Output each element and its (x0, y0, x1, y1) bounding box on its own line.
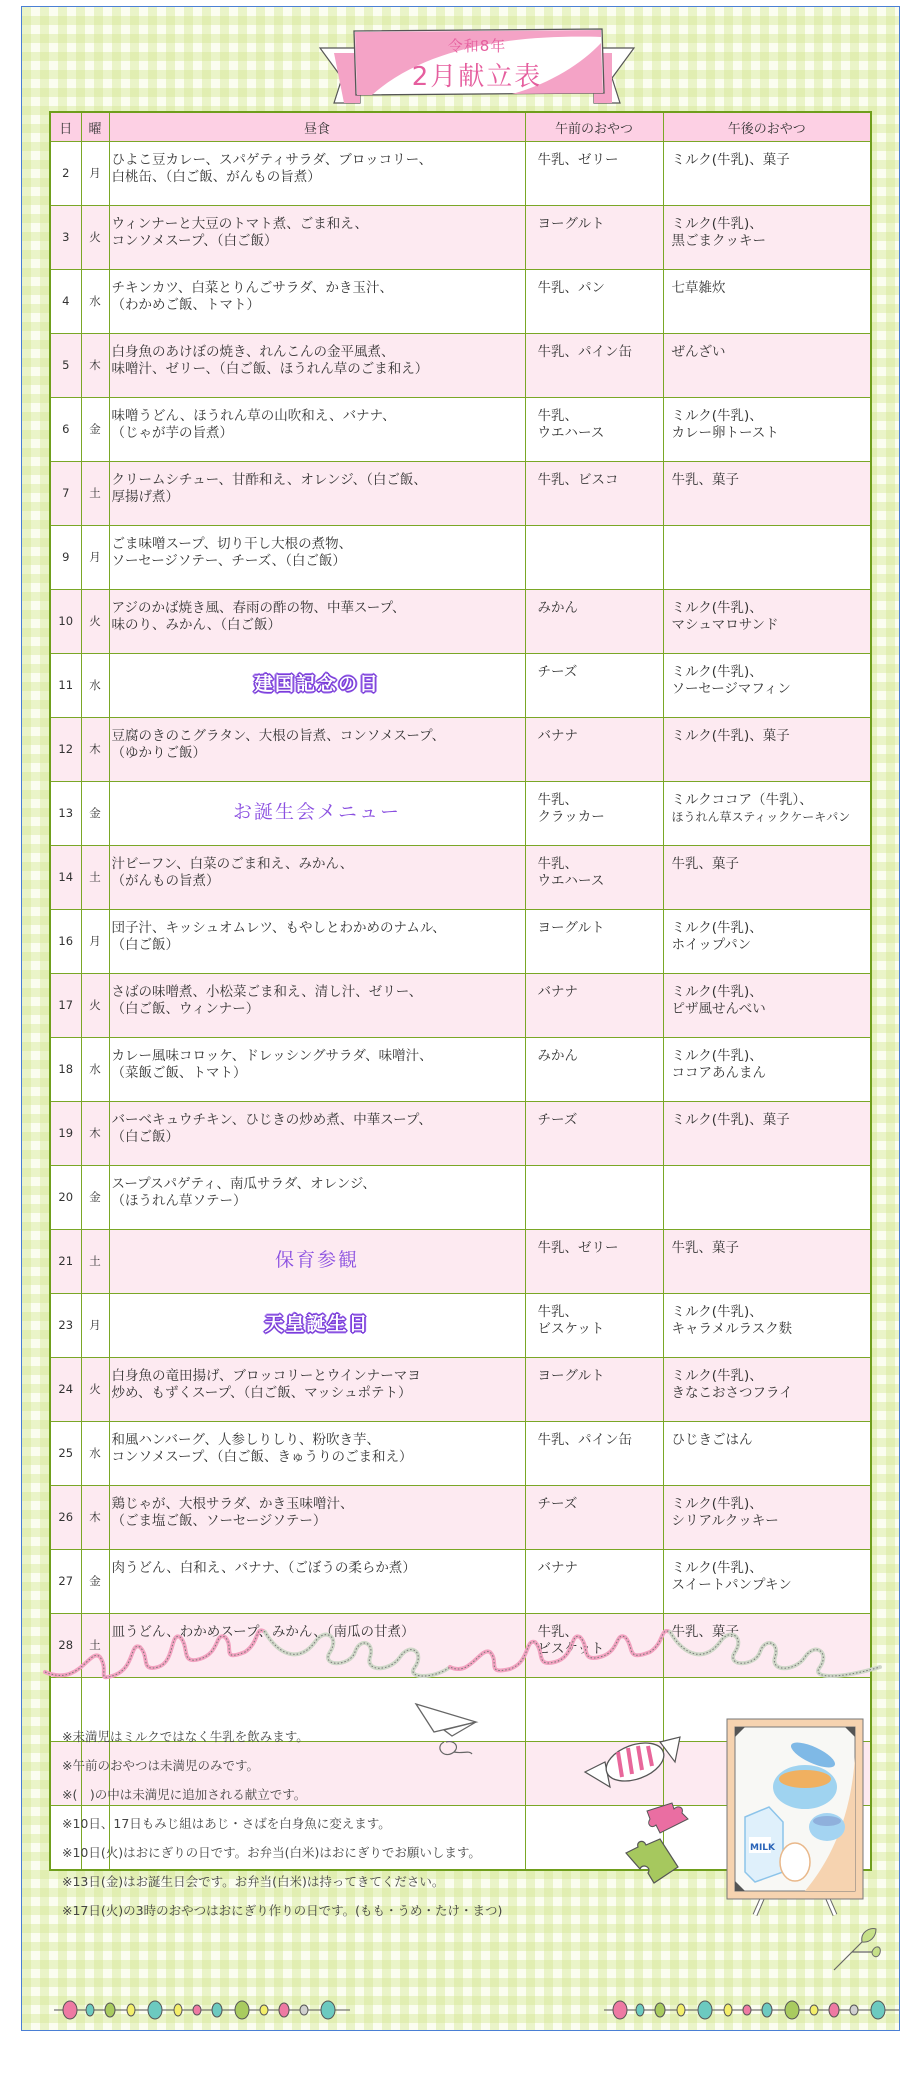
lunch-line: ひよこ豆カレー、スパゲティサラダ、ブロッコリー、 (111, 152, 433, 168)
cell-day: 4 (50, 270, 81, 334)
cell-weekday: 金 (81, 1166, 109, 1230)
lunch-line: 団子汁、キッシュオムレツ、もやしとわかめのナムル、 (111, 920, 446, 936)
table-row (50, 974, 871, 1038)
cell-lunch (109, 1102, 525, 1166)
pm-snack-line: 黒ごまクッキー (671, 233, 766, 249)
cell-day: 21 (50, 1230, 81, 1294)
note-item: ※10日、17日もみじ組はあじ・さばを白身魚に変えます。 (62, 1816, 391, 1831)
am-snack-line: 牛乳、パイン缶 (537, 1432, 632, 1448)
cell-lunch (109, 910, 525, 974)
menu-table (49, 111, 872, 1871)
cell-pm-snack (663, 718, 871, 782)
table-row (50, 270, 871, 334)
cell-weekday: 月 (81, 910, 109, 974)
cell-day: 19 (50, 1102, 81, 1166)
cell-weekday: 土 (81, 462, 109, 526)
bead-garland-icon (52, 1995, 352, 2025)
cell-weekday: 土 (81, 1614, 109, 1678)
am-snack-line: チーズ (537, 1496, 578, 1512)
era-label: 令和8年 (447, 37, 507, 55)
pm-snack-line: きなこおさつフライ (671, 1385, 793, 1401)
cell-pm-snack (663, 398, 871, 462)
cell-lunch (109, 1358, 525, 1422)
cell-am-snack (525, 1294, 663, 1358)
pm-snack-line: マシュマロサンド (671, 617, 779, 633)
am-snack-line: 牛乳、パン (537, 280, 605, 296)
lunch-line: アジのかば焼き風、春雨の酢の物、中華スープ、 (111, 600, 406, 616)
cell-day: 7 (50, 462, 81, 526)
cell-lunch (109, 206, 525, 270)
am-snack-line: 牛乳、ビスコ (537, 472, 619, 488)
am-snack-line: バナナ (537, 728, 578, 744)
pm-snack-line: ミルク(牛乳)、 (671, 600, 763, 616)
column-header-day: 日 (50, 112, 81, 142)
cell-weekday: 土 (81, 846, 109, 910)
table-row (50, 1166, 871, 1230)
note-item: ※17日(火)の3時のおやつはおにぎり作りの日です。(もも・うめ・たけ・まつ) (62, 1903, 503, 1918)
lunch-line: コンソメスープ、（白ご飯） (111, 233, 278, 249)
pm-snack-line: ミルク(牛乳)、 (671, 984, 763, 1000)
am-snack-line: 牛乳、 (537, 856, 578, 872)
lunch-line: スープスパゲティ、南瓜サラダ、オレンジ、 (111, 1176, 376, 1192)
pm-snack-line: 牛乳、菓子 (671, 1624, 739, 1640)
cell-am-snack (525, 654, 663, 718)
table-row (50, 1486, 871, 1550)
note-item: ※13日(金)はお誕生日会です。お弁当(白米)は持ってきてください。 (62, 1874, 445, 1889)
pm-snack-line: ホイップパン (671, 937, 752, 953)
lunch-line: （わかめご飯、トマト） (111, 297, 260, 313)
pm-snack-line: ミルク(牛乳)、 (671, 1368, 763, 1384)
cell-day: 11 (50, 654, 81, 718)
cell-weekday: 月 (81, 526, 109, 590)
lunch-line: 炒め、もずくスープ、（白ご飯、マッシュポテト） (111, 1385, 412, 1401)
table-row (50, 1550, 871, 1614)
table-row (50, 910, 871, 974)
cell-am-snack (525, 1358, 663, 1422)
table-row (50, 1422, 871, 1486)
am-snack-line: バナナ (537, 984, 578, 1000)
lunch-line: （菜飯ご飯、トマト） (111, 1065, 247, 1081)
leaf-icon (832, 1927, 882, 1972)
am-snack-line: 牛乳、ゼリー (537, 152, 619, 168)
cell-pm-snack (663, 206, 871, 270)
cell-am-snack (525, 1038, 663, 1102)
cell-am-snack (525, 1486, 663, 1550)
cell-am-snack (525, 974, 663, 1038)
cell-am-snack (525, 270, 663, 334)
note-item: ※午前のおやつは未満児のみです。 (62, 1758, 259, 1773)
cell-weekday: 金 (81, 782, 109, 846)
am-snack-line: ヨーグルト (537, 216, 605, 232)
am-snack-line: チーズ (537, 1112, 578, 1128)
cell-am-snack (525, 526, 663, 590)
bead-garland-icon (602, 1995, 900, 2025)
cell-pm-snack (663, 334, 871, 398)
cell-lunch (109, 654, 525, 718)
cell-day: 16 (50, 910, 81, 974)
cell-lunch (109, 462, 525, 526)
table-row (50, 654, 871, 718)
event-label: 建国記念の日 (253, 673, 380, 695)
pm-snack-line: ミルク(牛乳)、 (671, 408, 763, 424)
cell-pm-snack (663, 1038, 871, 1102)
cell-weekday: 月 (81, 1294, 109, 1358)
am-snack-line: クラッカー (537, 809, 605, 825)
ribbon-garland-icon (40, 1617, 884, 1692)
puzzle-piece-icon (622, 1837, 682, 1887)
pm-snack-line: シリアルクッキー (671, 1513, 779, 1529)
cell-day: 26 (50, 1486, 81, 1550)
lunch-line: 豆腐のきのこグラタン、大根の旨煮、コンソメスープ、 (111, 728, 446, 744)
lunch-line: ソーセージソテー、チーズ、（白ご飯） (111, 553, 346, 569)
lunch-line: 皿うどん、わかめスープ、みかん、（南瓜の甘煮） (111, 1624, 415, 1640)
lunch-line: 厚揚げ煮） (111, 489, 179, 505)
cell-weekday: 金 (81, 1550, 109, 1614)
pm-snack-line: ひじきごはん (671, 1432, 753, 1448)
note-item: ※10日(火)はおにぎりの日です。お弁当(白米)はおにぎりでお願いします。 (62, 1845, 481, 1860)
cell-day: 27 (50, 1550, 81, 1614)
table-row (50, 1230, 871, 1294)
am-snack-line: ビスケット (537, 1641, 605, 1657)
cell-am-snack (525, 590, 663, 654)
cell-day: 13 (50, 782, 81, 846)
cell-lunch (109, 1230, 525, 1294)
pm-snack-line: ぜんざい (671, 344, 726, 360)
cell-pm-snack (663, 1230, 871, 1294)
cell-pm-snack (663, 1486, 871, 1550)
pm-snack-line: ココアあんまん (671, 1065, 766, 1081)
table-row (50, 1358, 871, 1422)
lunch-line: （がんもの旨煮） (111, 873, 220, 889)
table-header-row (50, 112, 871, 142)
cell-lunch (109, 974, 525, 1038)
am-snack-line: ウエハース (537, 425, 605, 441)
cell-lunch (109, 334, 525, 398)
cell-pm-snack (663, 270, 871, 334)
pm-snack-line: ほうれん草スティックケーキパン (671, 810, 851, 824)
table-row (50, 398, 871, 462)
cell-day: 23 (50, 1294, 81, 1358)
cell-pm-snack (663, 142, 871, 206)
cell-lunch (109, 1166, 525, 1230)
cell-pm-snack (663, 1422, 871, 1486)
pm-snack-line: カレー卵トースト (671, 425, 779, 441)
lunch-line: （ほうれん草ソテー） (111, 1193, 247, 1209)
note-item: ※未満児はミルクではなく牛乳を飲みます。 (62, 1729, 309, 1744)
table-row (50, 782, 871, 846)
pm-snack-line: ミルク(牛乳)、 (671, 1496, 763, 1512)
table-row (50, 846, 871, 910)
table-row (50, 142, 871, 206)
pm-snack-line: ミルク(牛乳)、菓子 (671, 728, 790, 744)
lunch-line: 白身魚のあけぼの焼き、れんこんの金平風煮、 (111, 344, 395, 360)
cell-am-snack (525, 718, 663, 782)
cell-weekday: 月 (81, 142, 109, 206)
cell-am-snack (525, 910, 663, 974)
page-frame (21, 6, 900, 2031)
page-title: 2月献立表 (411, 62, 543, 92)
event-label: 保育参観 (274, 1249, 359, 1271)
candy-icon (580, 1732, 685, 1797)
pm-snack-line: 牛乳、菓子 (671, 1240, 739, 1256)
cell-lunch (109, 1550, 525, 1614)
pm-snack-line: ミルク(牛乳)、菓子 (671, 152, 790, 168)
cell-day: 9 (50, 526, 81, 590)
cell-weekday: 水 (81, 1422, 109, 1486)
cell-lunch (109, 846, 525, 910)
cell-day: 10 (50, 590, 81, 654)
cell-lunch (109, 398, 525, 462)
event-label: 天皇誕生日 (264, 1313, 370, 1335)
table-row (50, 590, 871, 654)
cell-day: 12 (50, 718, 81, 782)
table-row (50, 1294, 871, 1358)
puzzle-piece-icon (642, 1799, 692, 1837)
am-snack-line: ビスケット (537, 1321, 605, 1337)
pm-snack-line: スイートパンプキン (671, 1577, 792, 1593)
cell-am-snack (525, 142, 663, 206)
lunch-line: （白ご飯、ウィンナー） (111, 1001, 260, 1017)
cell-weekday: 金 (81, 398, 109, 462)
cell-weekday: 木 (81, 1486, 109, 1550)
am-snack-line: みかん (537, 600, 578, 616)
pm-snack-line: ミルク(牛乳)、菓子 (671, 1112, 790, 1128)
cell-pm-snack (663, 462, 871, 526)
cell-lunch (109, 1486, 525, 1550)
lunch-line: 和風ハンバーグ、人参しりしり、粉吹き芋、 (111, 1432, 381, 1448)
lunch-line: 鶏じゃが、大根サラダ、かき玉味噌汁、 (111, 1496, 354, 1512)
cell-am-snack (525, 334, 663, 398)
lunch-line: 味噌汁、ゼリー、（白ご飯、ほうれん草のごま和え） (111, 361, 429, 377)
event-label: お誕生会メニュー (232, 801, 401, 823)
cell-lunch (109, 1038, 525, 1102)
table-row (50, 718, 871, 782)
lunch-line: カレー風味コロッケ、ドレッシングサラダ、味噌汁、 (111, 1048, 433, 1064)
cell-lunch (109, 270, 525, 334)
lunch-line: 白身魚の竜田揚げ、ブロッコリーとウインナーマヨ (111, 1368, 421, 1384)
am-snack-line: 牛乳、 (537, 1624, 578, 1640)
pm-snack-line: ミルク(牛乳)、 (671, 664, 763, 680)
cell-pm-snack (663, 910, 871, 974)
cell-pm-snack (663, 590, 871, 654)
cell-weekday: 火 (81, 974, 109, 1038)
note-item: ※( )の中は未満児に追加される献立です。 (62, 1787, 307, 1802)
column-header-lunch: 昼食 (109, 112, 525, 142)
cell-lunch (109, 526, 525, 590)
cell-day: 17 (50, 974, 81, 1038)
cell-lunch (109, 142, 525, 206)
am-snack-line: 牛乳、 (537, 408, 578, 424)
cell-weekday: 水 (81, 654, 109, 718)
lunch-line: 白桃缶、（白ご飯、がんもの旨煮） (111, 169, 321, 185)
cell-weekday: 木 (81, 718, 109, 782)
cell-day: 18 (50, 1038, 81, 1102)
cell-day: 3 (50, 206, 81, 270)
lunch-line: クリームシチュー、甘酢和え、オレンジ、（白ご飯、 (111, 472, 427, 488)
column-header-am-snack: 午前のおやつ (525, 112, 663, 142)
cell-day: 28 (50, 1614, 81, 1678)
lunch-line: コンソメスープ、（白ご飯、きゅうりのごま和え） (111, 1449, 413, 1465)
pm-snack-line: ミルク(牛乳)、 (671, 1048, 763, 1064)
pm-snack-line: ピザ風せんべい (671, 1001, 766, 1017)
paper-plane-icon (414, 1702, 484, 1762)
cell-weekday: 火 (81, 590, 109, 654)
table-row (50, 1102, 871, 1166)
am-snack-line: みかん (537, 1048, 578, 1064)
cell-am-snack (525, 1102, 663, 1166)
am-snack-line: 牛乳、 (537, 1304, 578, 1320)
lunch-line: （白ご飯） (111, 937, 179, 953)
cell-day: 25 (50, 1422, 81, 1486)
cell-pm-snack (663, 654, 871, 718)
easel-food-picture (725, 1717, 865, 1917)
cell-pm-snack (663, 1294, 871, 1358)
cell-day: 24 (50, 1358, 81, 1422)
lunch-line: （ごま塩ご飯、ソーセージソテー） (111, 1513, 327, 1529)
cell-pm-snack (663, 974, 871, 1038)
cell-lunch (109, 782, 525, 846)
column-header-weekday: 曜 (81, 112, 109, 142)
cell-pm-snack (663, 846, 871, 910)
lunch-line: 味のり、みかん、（白ご飯） (111, 617, 282, 633)
cell-pm-snack (663, 1550, 871, 1614)
am-snack-line: 牛乳、ゼリー (537, 1240, 619, 1256)
cell-lunch (109, 1294, 525, 1358)
pm-snack-line: ソーセージマフィン (671, 681, 791, 697)
cell-am-snack (525, 206, 663, 270)
am-snack-line: 牛乳、パイン缶 (537, 344, 632, 360)
pm-snack-line: ミルク(牛乳)、 (671, 216, 763, 232)
am-snack-line: バナナ (537, 1560, 578, 1576)
cell-weekday: 木 (81, 1102, 109, 1166)
table-row (50, 462, 871, 526)
lunch-line: 肉うどん、白和え、バナナ、（ごぼうの柔らか煮） (111, 1560, 416, 1576)
am-snack-line: ヨーグルト (537, 1368, 605, 1384)
cell-weekday: 水 (81, 1038, 109, 1102)
lunch-line: さばの味噌煮、小松菜ごま和え、清し汁、ゼリー、 (111, 984, 423, 1000)
cell-am-snack (525, 398, 663, 462)
cell-am-snack (525, 1550, 663, 1614)
cell-am-snack (525, 462, 663, 526)
table-row (50, 206, 871, 270)
pm-snack-line: ミルクココア（牛乳）、 (671, 792, 813, 808)
table-row (50, 526, 871, 590)
lunch-line: （ゆかりご飯） (111, 745, 206, 761)
lunch-line: バーベキュウチキン、ひじきの炒め煮、中華スープ、 (111, 1112, 432, 1128)
title-banner (312, 23, 642, 109)
cell-pm-snack (663, 782, 871, 846)
milk-label: MILK (750, 1843, 776, 1853)
pm-snack-line: ミルク(牛乳)、 (671, 920, 763, 936)
pm-snack-line: 牛乳、菓子 (671, 472, 739, 488)
am-snack-line: ウエハース (537, 873, 605, 889)
pm-snack-line: 七草雑炊 (671, 280, 726, 296)
cell-pm-snack (663, 1166, 871, 1230)
pm-snack-line: 牛乳、菓子 (671, 856, 739, 872)
cell-am-snack (525, 1422, 663, 1486)
cell-pm-snack (663, 1358, 871, 1422)
cell-lunch (109, 718, 525, 782)
cell-am-snack (525, 1166, 663, 1230)
table-body (50, 142, 871, 1871)
cell-day: 2 (50, 142, 81, 206)
am-snack-line: ヨーグルト (537, 920, 605, 936)
lunch-line: ウィンナーと大豆のトマト煮、ごま和え、 (111, 216, 368, 232)
lunch-line: 味噌うどん、ほうれん草の山吹和え、バナナ、 (111, 408, 396, 424)
cell-am-snack (525, 846, 663, 910)
am-snack-line: チーズ (537, 664, 578, 680)
cell-weekday: 火 (81, 1358, 109, 1422)
pm-snack-line: キャラメルラスク麩 (671, 1321, 793, 1337)
cell-day: 6 (50, 398, 81, 462)
pm-snack-line: ミルク(牛乳)、 (671, 1560, 763, 1576)
cell-day: 20 (50, 1166, 81, 1230)
column-header-pm-snack: 午後のおやつ (663, 112, 871, 142)
cell-lunch (109, 590, 525, 654)
cell-pm-snack (663, 1102, 871, 1166)
lunch-line: （じゃが芋の旨煮） (111, 425, 233, 441)
cell-weekday: 土 (81, 1230, 109, 1294)
lunch-line: （白ご飯） (111, 1129, 179, 1145)
cell-weekday: 木 (81, 334, 109, 398)
cell-pm-snack (663, 526, 871, 590)
pm-snack-line: ミルク(牛乳)、 (671, 1304, 763, 1320)
cell-weekday: 水 (81, 270, 109, 334)
cell-weekday: 火 (81, 206, 109, 270)
am-snack-line: 牛乳、 (537, 792, 578, 808)
table-row (50, 334, 871, 398)
lunch-line: ごま味噌スープ、切り干し大根の煮物、 (111, 536, 353, 552)
lunch-line: 汁ビーフン、白菜のごま和え、みかん、 (111, 856, 354, 872)
cell-day: 14 (50, 846, 81, 910)
table-row (50, 1038, 871, 1102)
cell-lunch (109, 1422, 525, 1486)
cell-am-snack (525, 1230, 663, 1294)
cell-am-snack (525, 782, 663, 846)
lunch-line: チキンカツ、白菜とりんごサラダ、かき玉汁、 (111, 280, 393, 296)
cell-day: 5 (50, 334, 81, 398)
